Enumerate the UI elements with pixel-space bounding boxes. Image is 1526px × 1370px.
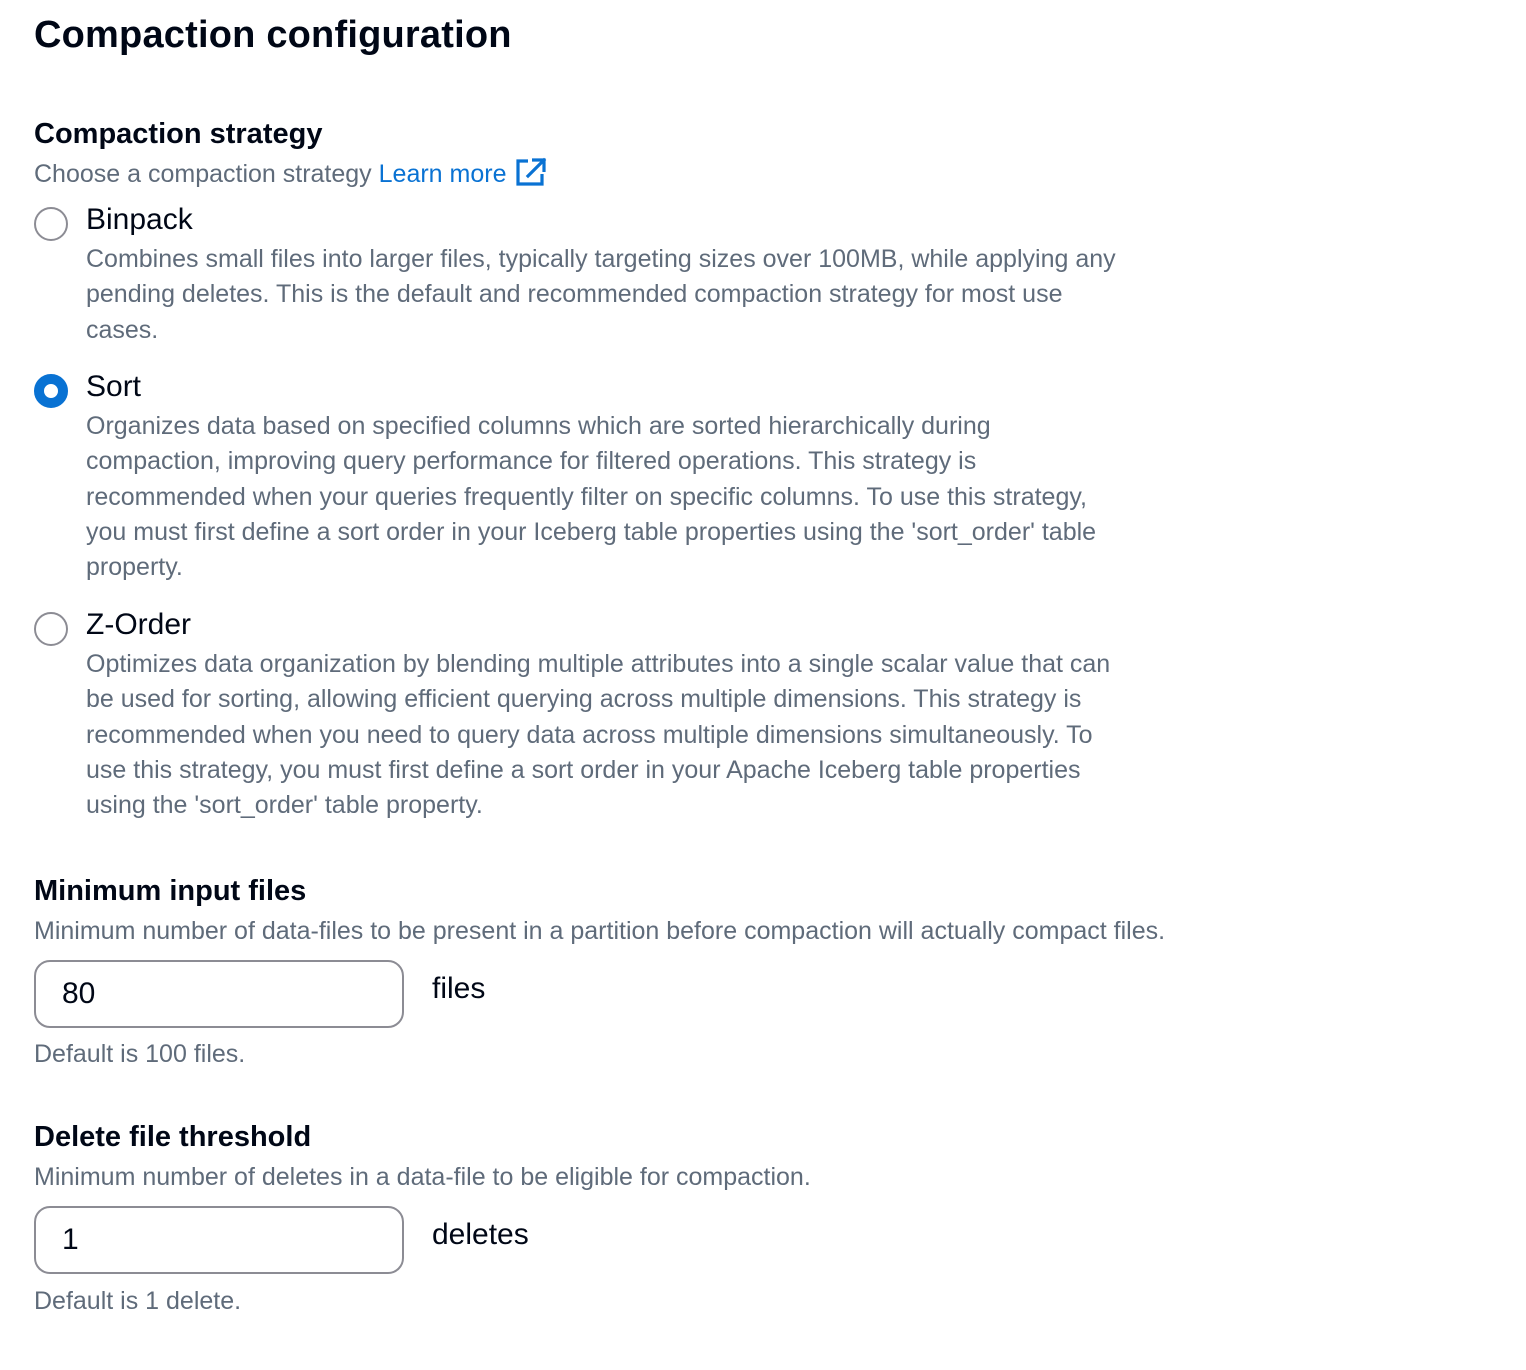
delete-threshold-constraint: Default is 1 delete. (34, 1287, 242, 1315)
sort-radio[interactable] (34, 374, 68, 408)
learn-more-link[interactable] (379, 160, 547, 188)
min-input-files-description: Minimum number of data-files to be present in a partition before compaction will actually compact files. (34, 917, 1166, 945)
min-input-files-heading: Minimum input files (34, 875, 307, 907)
min-input-files-input[interactable] (34, 960, 404, 1028)
external-link-icon[interactable] (515, 157, 547, 187)
sort-label[interactable]: Sort (86, 370, 142, 403)
learn-more-label[interactable]: Learn more (378, 160, 507, 188)
delete-threshold-description: Minimum number of deletes in a data-file to be eligible for compaction. (34, 1163, 811, 1191)
delete-threshold-input[interactable] (34, 1206, 404, 1274)
z-order-description: Optimizes data organization by blending multiple attributes into a single scalar value that can be used for sorting, allowing efficient querying across multiple dimensions. This strategy is recommended when you need to query data across multiple dimensions simultaneously. To use this strategy, you must first define a sort order in your Apache Iceberg table properties using the 'sort_order' table property. (86, 650, 1111, 820)
min-input-files-constraint: Default is 100 files. (34, 1040, 246, 1068)
page-title: Compaction configuration (34, 14, 512, 56)
sort-description: Organizes data based on specified columns which are sorted hierarchically during compaction, improving query performance for filtered operations. This strategy is recommended when your queries frequently filter on specific columns. To use this strategy, you must first define a sort order in your Iceberg table properties using the 'sort_order' table property. (86, 412, 1097, 582)
delete-threshold-unit: deletes (432, 1218, 529, 1251)
binpack-description: Combines small files into larger files, typically targeting sizes over 100MB, while applying any pending deletes. This is the default and recommended compaction strategy for most use cases. (86, 245, 1116, 344)
compaction-strategy-description (34, 157, 547, 192)
binpack-radio[interactable] (34, 207, 68, 241)
binpack-label[interactable]: Binpack (86, 203, 193, 236)
min-input-files-unit: files (432, 972, 486, 1005)
delete-threshold-heading: Delete file threshold (34, 1121, 312, 1153)
compaction-strategy-heading: Compaction strategy (34, 118, 323, 150)
z-order-radio[interactable] (34, 612, 68, 646)
z-order-label[interactable]: Z-Order (86, 608, 191, 641)
compaction-strategy-description-text: Choose a compaction strategy (34, 160, 372, 188)
